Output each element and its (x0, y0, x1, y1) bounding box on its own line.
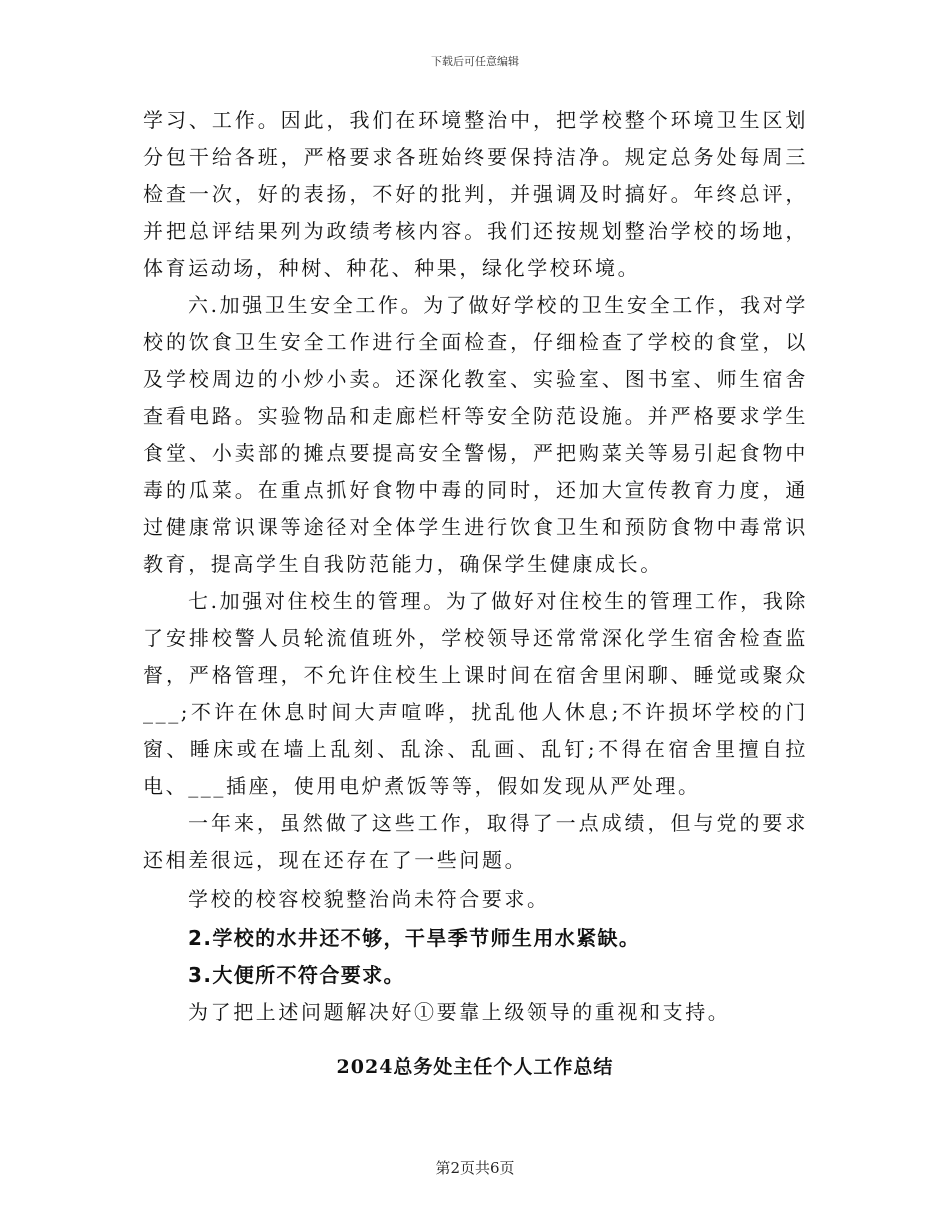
page-footer: 第2页共6页 (435, 1159, 515, 1177)
paragraph-problem-2: 2.学校的水井还不够，干旱季节师生用水紧缺。 (188, 926, 641, 950)
paragraph-year-summary: 一年来，虽然做了这些工作，取得了一点成绩，但与党的要求还相差很远，现在还存在了一些问题。 (143, 811, 808, 872)
document-title: 2024总务处主任个人工作总结 (336, 1056, 614, 1078)
paragraph-solution: 为了把上述问题解决好①要靠上级领导的重视和支持。 (188, 1000, 731, 1024)
paragraph-boarding-management: 七.加强对住校生的管理。为了做好对住校生的管理工作，我除了安排校警人员轮流值班外，学校领导还常常深化学生宿舍检查监督，严格管理，不允许住校生上课时间在宿舍里闲聊、睡觉或聚众___;不许在休息时间大声喧哗，扰乱他人休息;不许损坏学校的门窗、睡床或在墙上乱刻、乱涂、乱画、乱钉;不得在宿舍里擅自拉电、___插座，使用电炉煮饭等等，假如发现从严处理。 (143, 589, 808, 798)
document-body (143, 102, 808, 1031)
paragraph-problem-3: 3.大便所不符合要求。 (188, 963, 405, 987)
paragraph-environment: 学习、工作。因此，我们在环境整治中，把学校整个环境卫生区划分包干给各班，严格要求各班始终要保持洁净。规定总务处每周三检查一次，好的表扬，不好的批判，并强调及时搞好。年终总评，并把总评结果列为政绩考核内容。我们还按规划整治学校的场地，体育运动场，种树、种花、种果，绿化学校环境。 (143, 108, 808, 280)
page-header: 下载后可任意编辑 (431, 55, 519, 68)
paragraph-hygiene-safety: 六.加强卫生安全工作。为了做好学校的卫生安全工作，我对学校的饮食卫生安全工作进行全面检查，仔细检查了学校的食堂，以及学校周边的小炒小卖。还深化教室、实验室、图书室、师生宿舍查看电路。实验物品和走廊栏杆等安全防范设施。并严格要求学生食堂、小卖部的摊点要提高安全警惕，严把购菜关等易引起食物中毒的瓜菜。在重点抓好食物中毒的同时，还加大宣传教育力度，通过健康常识课等途径对全体学生进行饮食卫生和预防食物中毒常识教育，提高学生自我防范能力，确保学生健康成长。 (143, 293, 808, 576)
paragraph-problem-1: 学校的校容校貌整治尚未符合要求。 (188, 887, 550, 911)
